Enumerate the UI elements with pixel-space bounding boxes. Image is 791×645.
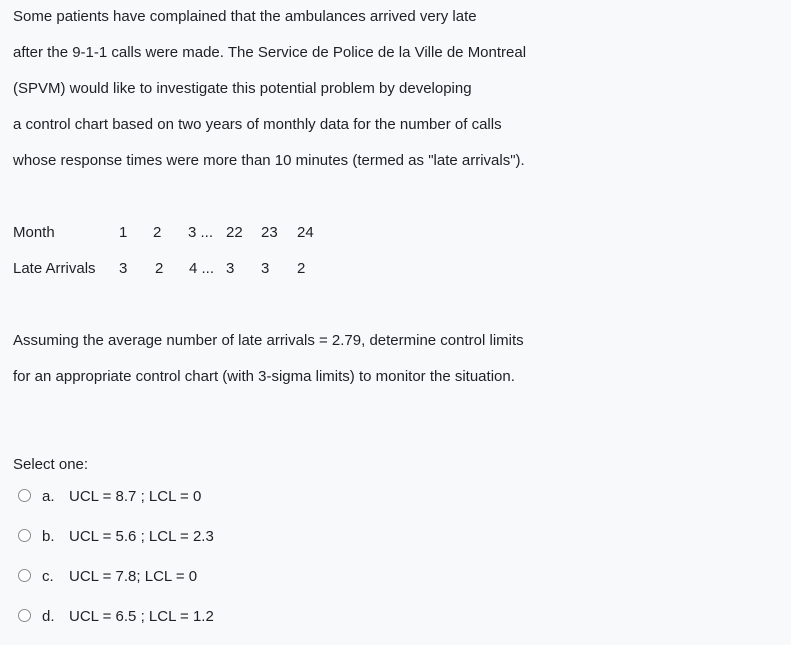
month-value: 24 [297,224,314,241]
option-letter: c. [42,568,54,585]
late-arrivals-value: 2 [155,260,164,277]
month-value: 23 [261,224,278,241]
question-line-3: (SPVM) would like to investigate this potential problem by developing [13,80,472,97]
radio-button[interactable] [18,529,31,542]
late-arrivals-value: 2 [297,260,306,277]
question-line-4: a control chart based on two years of monthly data for the number of calls [13,116,502,133]
question-line-1: Some patients have complained that the ambulances arrived very late [13,8,477,25]
month-value: 1 [119,224,128,241]
radio-button[interactable] [18,609,31,622]
month-value: 3 ... [188,224,214,241]
radio-button[interactable] [18,489,31,502]
month-value: 2 [153,224,162,241]
select-one-label: Select one: [13,456,89,473]
option-text: UCL = 7.8; LCL = 0 [69,568,198,585]
question-line-5: whose response times were more than 10 minutes (termed as "late arrivals"). [13,152,525,169]
option-letter: d. [42,608,55,625]
month-label: Month [13,224,55,241]
late-arrivals-value: 3 [226,260,235,277]
late-arrivals-value: 4 ... [189,260,215,277]
option-letter: a. [42,488,55,505]
question-line-2: after the 9-1-1 calls were made. The Service de Police de la Ville de Montreal [13,44,527,61]
prompt-line-2: for an appropriate control chart (with 3-sigma limits) to monitor the situation. [13,368,515,385]
option-text: UCL = 8.7 ; LCL = 0 [69,488,202,505]
month-value: 22 [226,224,243,241]
late-arrivals-label: Late Arrivals [13,260,96,277]
radio-button[interactable] [18,569,31,582]
prompt-line-1: Assuming the average number of late arrivals = 2.79, determine control limits [13,332,524,349]
option-text: UCL = 6.5 ; LCL = 1.2 [69,608,214,625]
option-letter: b. [42,528,55,545]
late-arrivals-value: 3 [261,260,270,277]
late-arrivals-value: 3 [119,260,128,277]
option-text: UCL = 5.6 ; LCL = 2.3 [69,528,214,545]
